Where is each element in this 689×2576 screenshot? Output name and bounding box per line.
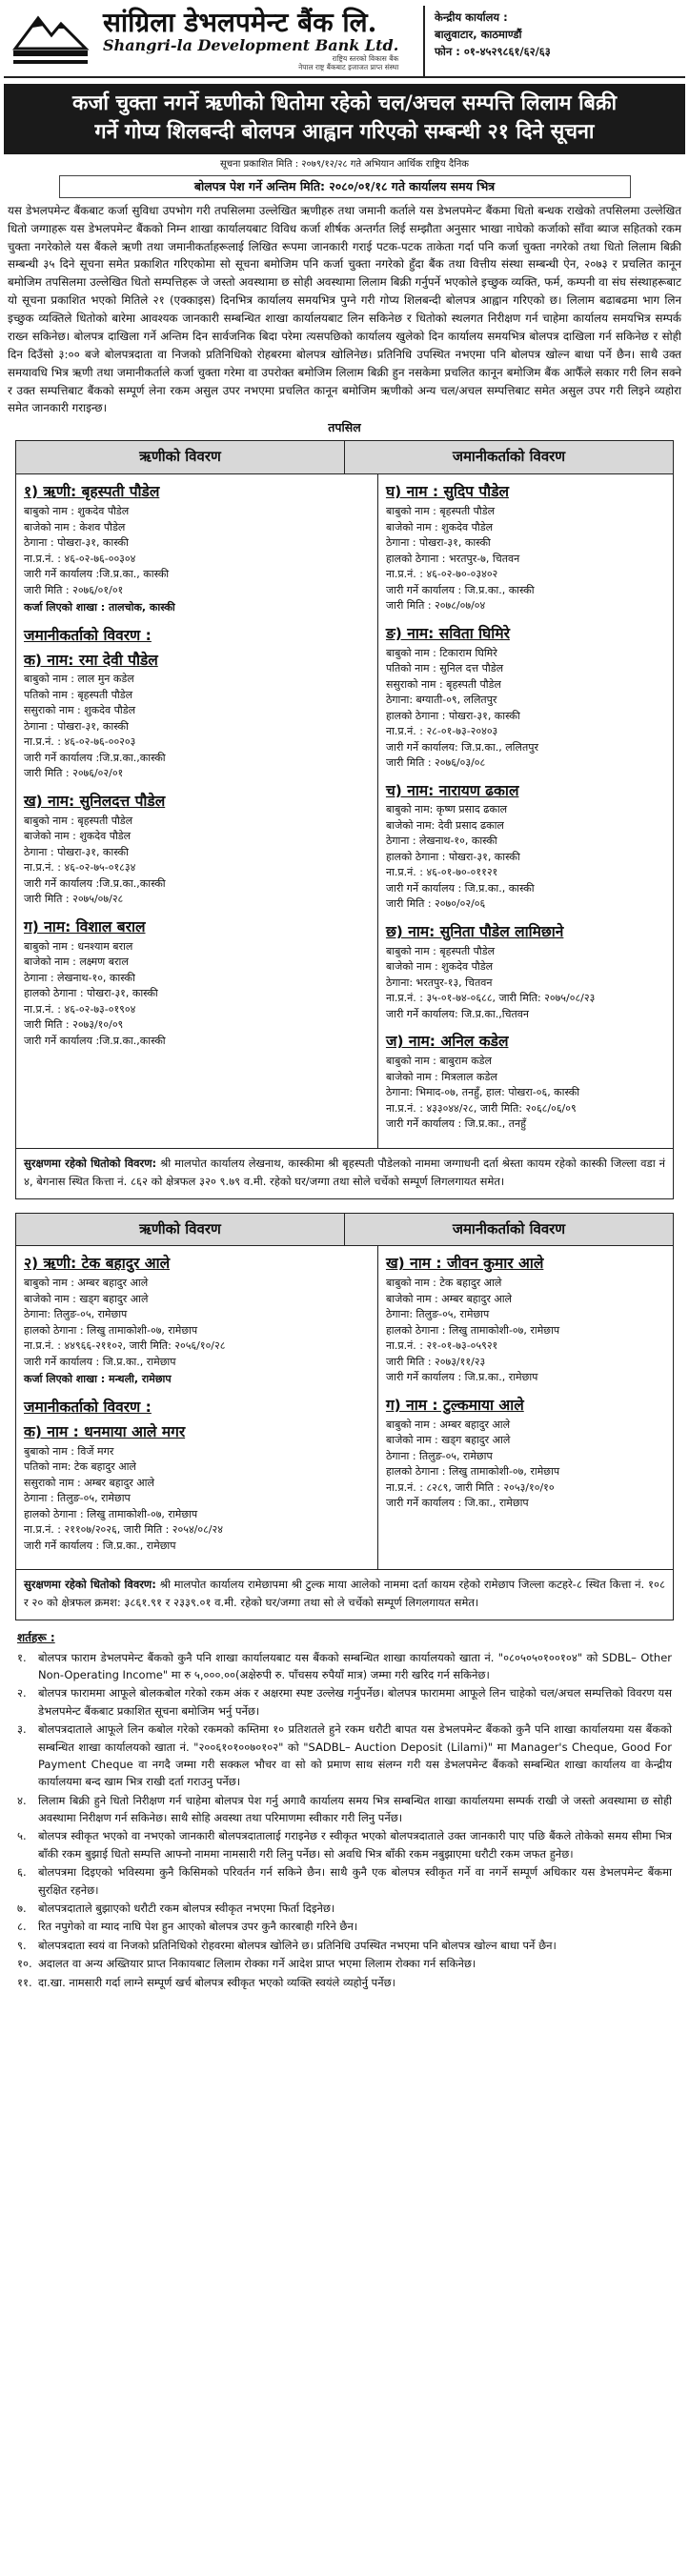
term-number: १.	[17, 1650, 27, 1664]
detail-line: ससुराको नाम : शुकदेव पौडेल	[24, 704, 136, 717]
detail-line: हालको ठेगाना : पोखरा-३१, कास्की	[385, 850, 520, 863]
loan-branch-note: कर्जा लिएको शाखा : तालचोक, कास्की	[24, 601, 175, 614]
detail-line: बाजेको नाम : अम्बर बहादुर आले	[385, 1292, 513, 1305]
term-text: बोलपत्रदाताले बुझाएको धरौटी रकम बोलपत्र स्वीकृत नभएमा फिर्ता दिइनेछ।	[38, 1902, 335, 1916]
guarantor-column-header: जमानीकर्ताको विवरण	[344, 1214, 673, 1246]
guarantor-name: घ) नाम : सुदिप पौडेल	[385, 483, 509, 501]
notice-title-line-1: कर्जा चुक्ता नगर्ने ऋणीको धितोमा रहेको चल/अचल सम्पत्ति लिलाम बिक्री	[71, 91, 618, 115]
detail-line: बाबुको नाम : लाल मुन कडेल	[24, 673, 134, 686]
detail-line: ठेगाना : तिलुङ-०५, रामेछाप	[385, 1449, 493, 1462]
detail-line: जारी गर्ने कार्यालय :जि.प्र.का.,कास्की	[24, 751, 166, 764]
notice-title	[4, 84, 685, 154]
detail-line: ठेगाना: भिमाद-०७, तनहुँ, हाल: पोखरा-०६, कास्की	[385, 1086, 580, 1099]
term-item	[17, 1974, 672, 1991]
bank-license-note: नेपाल राष्ट्र बैंकबाट इजाजत प्राप्त संस्था	[298, 63, 399, 72]
detail-line: बाजेको नाम : मित्रलाल कडेल	[385, 1070, 497, 1083]
term-text: बोलपत्रमा दिइएको भविस्यमा कुनै किसिमको परिवर्तन गर्न सकिने छैन। साथै कुनै एक बोलपत्र स्वीकृत गर्ने वा नगर्ने सम्पूर्ण अधिकार यस डेभलपमेन्ट बैंकमा सुरक्षित रहनेछ।	[38, 1865, 672, 1897]
detail-line: जारी गर्ने कार्यालय : जि.प्र.का., रामेछाप	[24, 1539, 176, 1552]
guarantor-heading: जमानीकर्ताको विवरण :	[24, 627, 152, 645]
bank-logo-icon	[10, 10, 91, 71]
detail-line: जारी गर्ने कार्यालय :जि.प्र.का.,कास्की	[24, 1034, 166, 1047]
bank-name-nepali: सांग्रिला डेभलपमेन्ट बैंक लि.	[103, 6, 377, 38]
term-number: २.	[17, 1686, 27, 1701]
detail-line: जारी गर्ने कार्यालय : जि.प्र.का., रामेछाप	[24, 1355, 176, 1368]
guarantor-details	[386, 482, 665, 614]
term-item	[17, 1827, 672, 1862]
term-text: बोलपत्र स्वीकृत भएको वा नभएको जानकारी बोलपत्रदातालाई गराइनेछ र स्वीकृत भएको बोलपत्रदाताले उक्त जानकारी पाए पछि बैंकले तोकेको समय सीमा भित्र बाँकी रकम बुझाई धितो सम्पत्ति आफ्नो नाममा नामसारी गरी लिनु पर्नेछ। सो अवधि भित्र बाँकी रकम नबुझाएमा धरौटी रकम जफत हुनेछ।	[38, 1829, 672, 1861]
detail-line: जारी गर्ने कार्यालय: जि.प्र.का., ललितपुर	[385, 740, 538, 754]
detail-line: बुबाको नाम : विर्जे मगर	[24, 1444, 114, 1458]
detail-line: बाजेको नाम : केशव पौडेल	[24, 520, 126, 533]
detail-line: ठेगाना : पोखरा-३१, कास्की	[385, 536, 491, 550]
detail-line: ना.प्र.नं. : ४६-०२-७६-००२०३	[24, 735, 136, 749]
detail-line: हालको ठेगाना : लिखु तामाकोशी-०७, रामेछाप	[24, 1507, 198, 1520]
detail-line: बाबुको नाम : अम्बर बहादुर आले	[385, 1418, 511, 1431]
bank-names	[103, 6, 399, 73]
term-number: ८.	[17, 1920, 27, 1934]
terms-title: शर्तहरू :	[17, 1631, 55, 1645]
detail-line: ठेगाना: तिलुङ-०५, रामेछाप	[24, 1308, 128, 1321]
detail-line: ठेगाना : पोखरा-३१, कास्की	[24, 536, 129, 550]
bank-name-english: Shangri-la Development Bank Ltd.	[103, 36, 399, 55]
borrower-name: १) ऋणी: बृहस्पती पौडेल	[24, 483, 160, 501]
detail-line: हालको ठेगाना : लिखु तामाकोशी-०७, रामेछाप	[24, 1323, 198, 1337]
detail-line: जारी मिति : २०७३/१०/०९	[24, 1018, 124, 1032]
term-text: लिलाम बिक्री हुने धितो निरीक्षण गर्न चाहेमा बोलपत्र पेश गर्नु अगावै कार्यालय समय भित्र सम्बन्धित शाखा कार्यालयमा सम्पर्क राखी जे जस्तो अवस्थामा छ सोही अवस्थामा निरीक्षण गर्न सकिनेछ। साथै सोहि अवस्था तथा परिमाणमा स्वीकार गरी लिनु पर्नेछ।	[38, 1793, 672, 1825]
term-item	[17, 1955, 672, 1972]
detail-line: हालको ठेगाना : पोखरा-३१, कास्की	[24, 987, 158, 1000]
detail-line: ठेगाना: तिलुङ-०५, रामेछाप	[385, 1308, 490, 1321]
detail-line: हालको ठेगाना : लिखु तामाकोशी-०७, रामेछाप	[385, 1323, 560, 1337]
guarantor-details	[386, 1396, 665, 1512]
detail-line: जारी गर्ने कार्यालय: जि.प्र.का.,चितवन	[385, 1007, 530, 1020]
office-info	[423, 6, 685, 76]
detail-line: ना.प्र.नं. : ४६-०२-७५-०१८३४	[24, 861, 136, 875]
detail-line: ना.प्र.नं. : २११०७/२०२६, जारी मिति : २०५४/०८/२४	[24, 1523, 223, 1537]
guarantor-column	[377, 474, 673, 1148]
detail-line: ना.प्र.नं. : ८२८९, जारी मिति : २०५३/१०/१०	[385, 1480, 555, 1494]
detail-line: ना.प्र.नं. : ४४९६६-२११०२, जारी मिति: २०५६/१०/२८	[24, 1339, 226, 1353]
bank-brand	[4, 6, 423, 76]
guarantor-name: ख) नाम: सुनिलदत्त पौडेल	[24, 792, 166, 810]
collateral-label: सुरक्षणमा रहेको धितोको विवरण:	[24, 1156, 157, 1170]
borrower-column	[16, 1246, 377, 1569]
detail-line: ना.प्र.नं. : २१-०१-७३-०५९२१	[385, 1339, 498, 1353]
term-text: बोलपत्रदाताले आफूले लिन कबोल गरेको रकमको कम्तिमा १० प्रतिशतले हुने रकम धरौटी बापत यस डेभलपमेन्ट बैंकको कुनै पनि शाखा कार्यालयमा यस बैंकको सम्बन्धित शाखा कार्यालयको खाता नं. "२००६१०१००७०१०२" को "SADBL– Auction Deposit (Lilami)" मा Manager's Cheque, Good For Payment Cheque वा नगदै जम्मा गरी सक्कल भौचर वा सो को प्रमाण साथ संलग्न गरी यस डेभलपमेन्ट बैंकको सम्बन्धित शाखा कार्यालय वा केन्द्रीय कार्यालयमा बन्द खाम भित्र राखी दर्ता गराउनु पर्नेछ।	[38, 1722, 672, 1789]
term-number: ६.	[17, 1865, 27, 1880]
detail-line: बाबुको नाम : टेक बहादुर आले	[385, 1277, 502, 1290]
detail-line: बाजेको नाम : शुकदेव पौडेल	[385, 520, 494, 533]
guarantor-details	[24, 651, 370, 782]
intro-paragraph: यस डेभलपमेन्ट बैंकबाट कर्जा सुविधा उपभोग गरी तपसिलमा उल्लेखित ऋणीहरु तथा जमानी कर्ताले यस डेभलपमेन्ट बैंकमा धितो बन्धक राखेको तपसिलमा उल्लेखित धितो जग्गाहरू यस डेभलपमेन्ट बैंकको निम्न शाखा कार्यालयबाट विविध कर्जा शीर्षक अन्तर्गत लिई सम्झौता अनुसार भाखा नाघेको कर्जाको साँवा ब्याज सहितको रकम चुक्ता नगरेकोले यस बैंकले ऋणी तथा जमानीकर्ताहरूलाई लिखित रूपमा जानकारी गराई पटक-पटक ताकेता गर्दा पनि कर्जा चुक्ता नगरेको तथा धितो लिलाम बिक्री सम्बन्धी ३५ दिने सूचना समेत प्रकाशित गरिएकोमा सो सूचना बमोजिम पनि कर्जा चुक्ता नगरेको हुँदा बैंक तथा वित्तीय संस्था सम्बन्धी ऐन, २०७३ र प्रचलित कानून बमोजिम तपसिलमा उल्लेखित धितो सम्पत्तिहरू जे जस्तो अवस्थामा छ सोही अवस्थामा लिलाम बिक्री गर्नुपर्ने भएकोले इच्छुक व्यक्ति, फर्म, कम्पनी वा संघ संस्थाहरूबाट यो सूचना प्रकाशित भएको मितिले २१ (एक्काइस) दिनभित्र कार्यालय समयभित्र पुग्ने गरी गोप्य शिलबन्दी बोलपत्र आह्वान गरिएको छ। लिलाम बढाबढमा भाग लिन इच्छुक व्यक्तिले धितोको बारेमा आवश्यक जानकारी सम्बन्धित शाखा कार्यालयबाट लिन सकिनेछ र धितोको स्थलगत निरीक्षण गर्न चाहेमा कार्यालय समयभित्र सम्पर्क राख्न सकिनेछ। बोलपत्र दाखिला गर्ने अन्तिम दिन सार्वजनिक बिदा परेमा त्यसपछिको कार्यालय खुलेको दिन कार्यालय समयभित्र बोलपत्र दाखिला गर्न सकिनेछ र सोही दिन दिउँसो ३:०० बजे बोलपत्रदाता वा निजको प्रतिनिधिको रोहबरमा बोलपत्र खोलिनेछ। प्रतिनिधि उपस्थित नभएमा पनि बोलपत्र खोल्न बाधा पर्ने छैन। साथै उक्त समयावधि भित्र ऋणी तथा जमानीकर्ताले कर्जा चुक्ता गरेमा वा उपरोक्त बमोजिम लिलाम बिक्री हुन नसकेमा प्रचलित कानून बमोजिम बैंक आफैँले सकार गरी लिन सक्ने र उक्त सम्पत्तिबाट बैंकको सम्पूर्ण लेना रकम असुल उपर नभएमा प्रचलित कानून बमोजिम ऋणीको अन्य चल/अचल सम्पत्तिबाट समेत असुल उपर गरी लिइने व्यहोरा समेत जानकारी गराइन्छ।	[8, 203, 681, 415]
collateral-details	[16, 1148, 673, 1198]
term-number: ३.	[17, 1722, 27, 1737]
tapsil-label: तपसिल	[328, 420, 361, 435]
detail-line: ठेगाना : लेखनाथ-१०, कास्की	[385, 835, 497, 848]
term-item	[17, 1721, 672, 1791]
term-item	[17, 1863, 672, 1899]
guarantor-name: क) नाम: रमा देवी पौडेल	[24, 651, 158, 669]
term-number: ७.	[17, 1902, 27, 1916]
collateral-text: श्री मालपोत कार्यालय रामेछापमा श्री टुल्क माया आलेको नाममा दर्ता कायम रहेको रामेछाप जिल्ला कटहरे-८ स्थित कित्ता नं. १०८ र २० को क्षेत्रफल क्रमश: ३८६१.९१ र २३३९.०१ व.मी. रहेको घर/जग्गा तथा सो ले चर्चेको सम्पूर्ण लिगलगायत समेत।	[24, 1578, 665, 1610]
term-number: ११.	[17, 1975, 32, 1989]
term-item	[17, 1684, 672, 1720]
detail-line: जारी गर्ने कार्यालय :जि.प्र.का., कास्की	[24, 568, 170, 581]
detail-line: बाजेको नाम : खड्ग बहादुर आले	[24, 1292, 149, 1305]
guarantor-column-header: जमानीकर्ताको विवरण	[344, 441, 673, 473]
detail-line: बाजेको नाम : खड्ग बहादुर आले	[385, 1434, 511, 1447]
guarantor-name: ख) नाम : जीवन कुमार आले	[385, 1255, 544, 1273]
detail-line: जारी मिति : २०७८/०७/०४	[385, 599, 486, 613]
detail-line: ठेगाना: बग्याती-०९, ललितपुर	[385, 694, 497, 707]
detail-line: ना.प्र.नं. : ३५-०१-७४-०६८८, जारी मिति: २०७५/०८/२३	[385, 992, 596, 1005]
office-address: बालुवाटार, काठमाण्डौं	[435, 27, 522, 41]
detail-line: बाजेको नाम: देवी प्रसाद ढकाल	[385, 818, 504, 832]
detail-line: पतिको नाम : बृहस्पती पौडेल	[24, 688, 133, 701]
term-text: बोलपत्र फाराम डेभलपमेन्ट बैंकको कुनै पनि शाखा कार्यालयबाट यस बैंकको सम्बन्धित शाखा कार्यालयको खाता नं. "०८०५०५०१००१०४" को SDBL– Other Non-Operating Income" मा रु ५,०००.००(अक्षेरुपी रु. पाँचसय रुपैयाँ मात्र) जम्मा गरी खरिद गर्न सकिनेछ।	[38, 1650, 672, 1681]
detail-line: ना.प्र.नं. : ४६-०१-७०-०११२१	[385, 866, 498, 879]
term-number: १०.	[17, 1957, 32, 1971]
detail-line: ना.प्र.नं. : ४६-०२-७०-०३४०२	[385, 568, 498, 581]
detail-line: बाबुको नाम : बृहस्पती पौडेल	[24, 814, 133, 827]
detail-line: ठेगाना : पोखरा-३१, कास्की	[24, 719, 129, 733]
detail-line: ससुराको नाम : बृहस्पती पौडेल	[385, 677, 501, 691]
bank-tagline: राष्ट्रिय स्तरको विकास बैंक	[332, 54, 399, 64]
term-number: ९.	[17, 1938, 27, 1952]
guarantor-details	[24, 792, 370, 908]
detail-line: ठेगाना: भरतपुर-१३, चितवन	[385, 976, 493, 989]
deadline-line: बोलपत्र पेश गर्ने अन्तिम मिति: २०८०/०१/१८ गते कार्यालय समय भित्र	[59, 175, 631, 198]
term-text: दा.खा. नामसारी गर्दा लाग्ने सम्पूर्ण खर्च बोलपत्र स्वीकृत भएको व्यक्ति स्वयंले व्यहोर्नु पर्नेछ।	[38, 1975, 396, 1989]
term-text: बोलपत्र फाराममा आफूले बोलकबोल गरेको रकम अंक र अक्षरमा स्पष्ट उल्लेख गर्नुपर्नेछ। बोलपत्र फाराममा आफूले लिन चाहेको चल/अचल सम्पत्तिको विवरण यस डेभलपमेन्ट बैंकबाट प्रकाशित सूचना बमोजिम भर्नु पर्नेछ।	[38, 1686, 672, 1718]
loan-branch-note: कर्जा लिएको शाखा : मन्थली, रामेछाप	[24, 1373, 172, 1386]
term-text: रित नपुगेको वा म्याद नाघि पेश हुन आएको बोलपत्र उपर कुनै कारबाही गरिने छैन।	[38, 1920, 358, 1934]
detail-line: ना.प्र.नं. : ४३३०४४/२८, जारी मिति: २०६८/०६/०९	[385, 1101, 577, 1115]
borrower-details	[24, 482, 370, 615]
detail-line: जारी मिति : २०७६/०३/०८	[385, 756, 486, 770]
detail-line: बाबुको नाम : शुकदेव पौडेल	[24, 505, 130, 518]
detail-line: बाबुको नाम : बाबुराम कडेल	[385, 1055, 492, 1068]
detail-line: ठेगाना : पोखरा-३१, कास्की	[24, 845, 129, 858]
detail-line: बाबुको नाम : टिकाराम घिमिरे	[385, 646, 497, 659]
detail-line: बाबुको नाम : बृहस्पती पौडेल	[385, 944, 496, 957]
collateral-text: श्री मालपोत कार्यालय लेखनाथ, कास्कीमा श्री बृहस्पती पौडेलको नाममा जग्गाधनी दर्ता श्रेस्ता कायम रहेको कास्की जिल्ला वडा नं ४, बेगनास स्थित कित्ता नं. ८६२ को क्षेत्रफल ३२० ९.७९ व.मी. रहेको घर/जग्गा तथा सोले चर्चेको सम्पूर्ण लिगलगायत समेत।	[24, 1156, 666, 1188]
detail-line: हालको ठेगाना : लिखु तामाकोशी-०७, रामेछाप	[385, 1465, 560, 1479]
detail-line: ना.प्र.नं. : ४६-०२-७६-००३०४	[24, 552, 136, 565]
table-body	[16, 1246, 673, 1569]
detail-line: जारी गर्ने कार्यालय :जि.प्र.का.,कास्की	[24, 876, 166, 890]
detail-line: बाजेको नाम : शुकदेव पौडेल	[24, 830, 132, 843]
detail-line: ठेगाना : लेखनाथ-१०, कास्की	[24, 971, 135, 984]
detail-line: जारी मिति : २०७६/०१/०१	[24, 583, 124, 596]
collateral-details	[16, 1569, 673, 1620]
guarantor-name: ज) नाम: अनिल कडेल	[385, 1033, 509, 1051]
guarantor-name: क) नाम : धनमाया आले मगर	[24, 1422, 186, 1440]
detail-line: हालको ठेगाना : भरतपुर-७, चितवन	[385, 552, 520, 565]
guarantor-details	[386, 1032, 665, 1132]
term-item	[17, 1900, 672, 1917]
guarantor-details	[386, 922, 665, 1022]
term-item	[17, 1792, 672, 1827]
term-item	[17, 1649, 672, 1684]
publication-line: सूचना प्रकाशित मिति : २०७९/१२/२८ गते अभियान आर्थिक राष्ट्रिय दैनिक	[220, 159, 469, 171]
borrower-name: २) ऋणी: टेक बहादुर आले	[24, 1255, 171, 1273]
terms-list	[4, 1649, 685, 1991]
table-body	[16, 474, 673, 1148]
guarantor-details	[386, 781, 665, 913]
detail-line: जारी मिति : २०७६/०२/०१	[24, 767, 124, 780]
table-header	[16, 1214, 673, 1247]
detail-line: बाजेको नाम : लक्ष्मण बराल	[24, 956, 129, 969]
detail-line: बाबुको नाम : अम्बर बहादुर आले	[24, 1277, 149, 1290]
borrower-column	[16, 474, 377, 1148]
guarantor-details	[24, 917, 370, 1049]
guarantor-heading: जमानीकर्ताको विवरण :	[24, 1399, 152, 1417]
guarantor-details	[24, 1422, 370, 1554]
guarantor-details	[386, 624, 665, 772]
detail-line: जारी गर्ने कार्यालय : जि.प्र.का., रामेछाप	[385, 1371, 538, 1384]
notice-title-line-2: गर्ने गोप्य शिलबन्दी बोलपत्र आह्वान गरिएको सम्बन्धी २१ दिने सूचना	[94, 120, 595, 145]
detail-line: जारी मिति : २०७५/०७/२८	[24, 893, 124, 906]
guarantor-name: ग) नाम : टुल्कमाया आले	[385, 1396, 524, 1414]
detail-line: ससुराको नाम : अम्बर बहादुर आले	[24, 1476, 155, 1489]
office-label: केन्द्रीय कार्यालय :	[435, 10, 508, 24]
guarantor-name: ङ) नाम: सविता घिमिरे	[385, 624, 510, 642]
term-number: ५.	[17, 1829, 27, 1843]
detail-line: बाबुको नाम: कृष्ण प्रसाद ढकाल	[385, 803, 508, 816]
term-text: अदालत वा अन्य अख्तियार प्राप्त निकायबाट लिलाम रोक्का गर्ने आदेश प्राप्त भएमा लिलाम रोक्का गर्न सकिनेछ।	[38, 1957, 476, 1971]
guarantor-name: च) नाम: नारायण ढकाल	[385, 781, 519, 799]
term-number: ४.	[17, 1793, 27, 1807]
guarantor-name: छ) नाम: सुनिता पौडेल लामिछाने	[385, 922, 564, 940]
detail-line: बाबुको नाम : धनश्याम बराल	[24, 939, 133, 953]
borrower-table-2	[15, 1213, 674, 1620]
detail-line: जारी गर्ने कार्यालय : जि.प्र.का., कास्की	[385, 583, 535, 596]
detail-line: ना.प्र.नं. : ४६-०२-७३-०१९०४	[24, 1002, 136, 1016]
term-item	[17, 1918, 672, 1935]
detail-line: हालको ठेगाना : पोखरा-३१, कास्की	[385, 709, 520, 722]
term-text: बोलपत्रदाता स्वयं वा निजको प्रतिनिधिको रोहवरमा बोलपत्र खोलिने छ। प्रतिनिधि उपस्थित नभएमा पनि बोलपत्र खोल्न बाधा पर्ने छैन।	[38, 1938, 557, 1952]
bank-header	[4, 6, 685, 78]
detail-line: बाबुको नाम : बृहस्पती पौडेल	[385, 505, 496, 518]
office-phone: फोन : ०१-४५२९८६१/६२/६३	[435, 44, 551, 58]
detail-line: जारी मिति : २०७३/११/२३	[385, 1355, 486, 1368]
detail-line: जारी गर्ने कार्यालय : जि.प्र.का., तनहुँ	[385, 1117, 526, 1131]
borrower-column-header: ऋणीको विवरण	[139, 448, 221, 466]
detail-line: जारी गर्ने कार्यालय : जि.प्र.का., कास्की	[385, 881, 535, 895]
detail-line: पतिको नाम : सुनिल दत्त पौडेल	[385, 662, 504, 675]
detail-line: पतिको नाम: टेक बहादुर आले	[24, 1460, 136, 1474]
guarantor-details	[386, 1254, 665, 1385]
borrower-details	[24, 1254, 370, 1387]
term-item	[17, 1937, 672, 1954]
borrower-table-1	[15, 440, 674, 1198]
detail-line: बाजेको नाम : शुकदेव पौडेल	[385, 960, 494, 974]
collateral-label: सुरक्षणमा रहेको धितोको विवरण:	[24, 1578, 156, 1592]
detail-line: ना.प्र.नं. : २८-०१-७३-२०४०३	[385, 725, 498, 738]
guarantor-column	[377, 1246, 673, 1569]
borrower-column-header: ऋणीको विवरण	[139, 1219, 221, 1238]
table-header	[16, 441, 673, 474]
guarantor-name: ग) नाम: विशाल बराल	[24, 917, 146, 936]
detail-line: जारी गर्ने कार्यालय : जि.का., रामेछाप	[385, 1497, 529, 1510]
detail-line: जारी मिति : २०७०/०२/०६	[385, 897, 486, 911]
detail-line: ठेगाना : तिलुङ-०५, रामेछाप	[24, 1492, 131, 1505]
